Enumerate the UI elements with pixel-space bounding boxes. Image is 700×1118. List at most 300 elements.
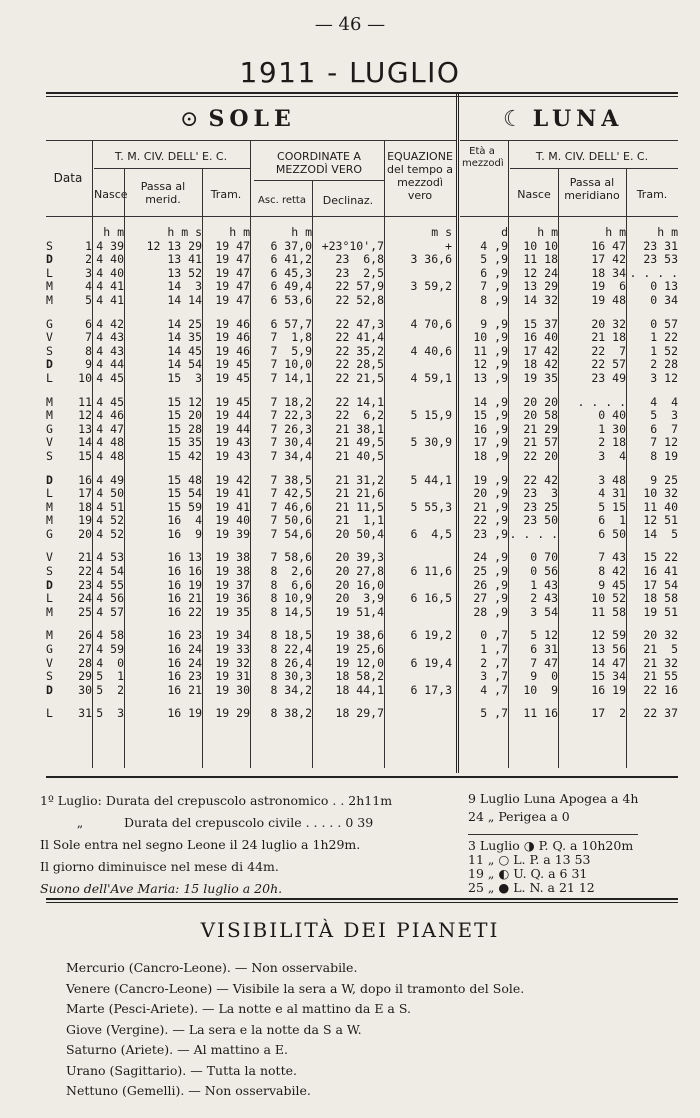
moonset-cell: 12 51 [643,513,678,528]
weekday-cell: D [46,577,53,592]
moonrise-cell: 16 40 [523,330,558,345]
transit-cell: 16 4 [167,513,202,528]
decl-cell: 20 3,9 [335,591,384,606]
sunrise-cell: 4 45 [96,394,124,409]
sun-header-top-line [46,140,456,141]
transit-cell: 16 9 [167,526,202,541]
sun-row [46,372,452,386]
sunset-cell: 19 41 [215,499,250,514]
sunrise-cell: 4 41 [96,279,124,294]
sun-row [46,514,452,528]
transit-cell: 16 24 [167,655,202,670]
moonset-cell: 0 34 [650,292,678,307]
eq-cell: 5 44,1 [410,472,452,487]
transit-cell: 14 25 [167,316,202,331]
sun-row [46,386,452,410]
moon-tmciv-underline [510,168,678,169]
moon-perigee: 24 „ Perigea a 0 [468,809,570,824]
coord-underline [254,180,384,181]
eq-cell [384,670,452,684]
decl-cell: +23°10',7 [321,238,384,253]
decl-cell: 21 40,5 [335,448,384,463]
header-eq: EQUAZIONE del tempo a mezzodì vero [386,150,454,202]
transit-cell: 15 48 [167,472,202,487]
transit-cell: 14 35 [167,330,202,345]
sunset-cell: 19 47 [215,292,250,307]
transit-cell: 14 54 [167,357,202,372]
ra-cell: 7 50,6 [270,513,312,528]
day-cell: 7 [85,330,92,345]
decl-cell: 22 6,2 [335,408,384,423]
moonset-cell: 3 12 [650,370,678,385]
sunset-cell: 19 43 [215,435,250,450]
decl-cell: 21 38,1 [335,421,384,436]
moonrise-cell: 5 12 [530,628,558,643]
moon-row [470,528,678,542]
moon-transit-cell: 20 32 [591,316,626,331]
header-sun-tram: Tram. [210,188,242,201]
planet-item: Saturno (Ariete). — Al mattino a E. [66,1042,289,1057]
phase-line: 19 „ ◐ U. Q. a 6 31 [468,866,588,881]
sunset-cell: 19 33 [215,642,250,657]
decl-cell: 22 57,9 [335,279,384,294]
moonrise-cell: 12 24 [523,265,558,280]
eq-cell: 3 36,6 [410,252,452,267]
moonrise-cell: 14 32 [523,292,558,307]
day-cell: 16 [78,472,92,487]
weekday-cell: V [46,435,53,450]
eq-cell [384,423,452,437]
moonrise-cell: 9 0 [530,669,558,684]
transit-cell: 13 41 [167,252,202,267]
sun-row [46,697,452,721]
eq-cell: 6 16,5 [410,591,452,606]
eq-cell [384,697,452,721]
sunset-cell: 19 46 [215,316,250,331]
moonset-cell: 22 37 [643,706,678,721]
moon-transit-cell: 5 15 [598,499,626,514]
day-cell: 6 [85,316,92,331]
ra-cell: 6 49,4 [270,279,312,294]
moon-title: LUNA [532,106,624,132]
header-sun-tmciv: T. M. CIV. DELL' E. C. [114,150,228,163]
ra-cell: 7 22,3 [270,408,312,423]
sunrise-cell: 5 1 [96,669,124,684]
decl-cell: 21 49,5 [335,435,384,450]
age-cell: 28 ,9 [473,604,508,619]
ra-cell: 8 2,6 [270,564,312,579]
age-cell: 3 ,7 [480,669,508,684]
sunset-cell: 19 44 [215,421,250,436]
eq-cell: 6 19,2 [410,628,452,643]
moon-row [470,253,678,267]
moon-row [470,643,678,657]
eq-cell [384,358,452,372]
twilight-astronomical [40,790,392,812]
transit-cell: 16 21 [167,591,202,606]
moon-row [470,308,678,332]
day-cell: 15 [78,448,92,463]
moon-section-title [503,106,623,132]
decl-cell: 23 2,5 [335,265,384,280]
ra-cell: 6 41,2 [270,252,312,267]
eq-cell [384,294,452,308]
moon-notes [468,790,638,895]
sun-header-bottom-line [46,216,456,217]
moonrise-cell: 22 42 [523,472,558,487]
day-cell: 1 [85,238,92,253]
moon-row [470,409,678,423]
header-moon-tmciv: T. M. CIV. DELL' E. C. [535,150,649,163]
weekday-cell: S [46,238,53,253]
transit-cell: 16 23 [167,628,202,643]
transit-cell: 13 52 [167,265,202,280]
sun-table [46,226,452,721]
transit-cell: 16 16 [167,564,202,579]
sun-row [46,541,452,565]
age-cell: 4 ,7 [480,682,508,697]
moonset-cell: 21 5 [643,642,678,657]
sunrise-cell: 4 48 [96,435,124,450]
moon-row [470,619,678,643]
transit-cell: 15 3 [167,370,202,385]
moon-transit-cell: 2 18 [598,435,626,450]
planet-item: Urano (Sagittario). — Tutta la notte. [66,1062,297,1078]
sunset-cell: 19 31 [215,669,250,684]
weekday-cell: D [46,682,53,697]
ra-cell: 8 6,6 [270,577,312,592]
day-cell: 14 [78,435,92,450]
moon-row [470,423,678,437]
day-cell: 22 [78,564,92,579]
ra-cell: 7 1,8 [270,330,312,345]
weekday-cell: V [46,330,53,345]
sun-row [46,670,452,684]
sunrise-cell: 5 3 [96,706,124,721]
header-eta: Età a mezzodì [462,146,504,169]
planets-title: VISIBILITÀ DEI PIANETI [200,918,500,942]
weekday-cell: L [46,706,53,721]
transit-cell: 15 12 [167,394,202,409]
day-cell: 18 [78,499,92,514]
unit-cell: h m [103,225,124,239]
ra-cell: 6 37,0 [270,238,312,253]
moon-row [470,358,678,372]
transit-cell: 15 20 [167,408,202,423]
sun-moon-separator [456,93,459,773]
moonset-cell: 8 19 [650,448,678,463]
eq-cell [384,541,452,565]
sunset-cell: 19 46 [215,343,250,358]
age-cell: 26 ,9 [473,577,508,592]
ra-cell: 7 54,6 [270,526,312,541]
decl-cell: 20 50,4 [335,526,384,541]
moon-row [470,606,678,620]
eq-cell: 4 59,1 [410,370,452,385]
transit-cell: 14 14 [167,292,202,307]
moon-table [470,226,678,721]
moon-transit-cell: 22 57 [591,357,626,372]
moonrise-cell: 23 25 [523,499,558,514]
header-coord: COORDINATE A MEZZODÌ VERO [275,150,363,176]
moonrise-cell: 11 16 [523,706,558,721]
sun-row [46,240,452,254]
moon-row [470,657,678,671]
sun-row [46,619,452,643]
sunset-cell: 19 42 [215,472,250,487]
ra-cell: 7 10,0 [270,357,312,372]
header-asc: Asc. retta [258,195,306,206]
sun-row [46,501,452,515]
sunrise-cell: 4 0 [96,655,124,670]
decl-cell: 23 6,8 [335,252,384,267]
ra-cell: 6 53,6 [270,292,312,307]
decl-cell: 22 14,1 [335,394,384,409]
moon-row [470,436,678,450]
day-cell: 10 [78,370,92,385]
moonset-cell: 9 25 [650,472,678,487]
moon-row [470,579,678,593]
sunrise-cell: 4 39 [96,238,124,253]
moonset-cell: 0 13 [650,279,678,294]
weekday-cell: S [46,669,53,684]
moon-phases [468,834,638,895]
sunset-cell: 19 39 [215,526,250,541]
sun-row [46,464,452,488]
unit-cell: h m [291,225,312,239]
decl-cell: 22 28,5 [335,357,384,372]
weekday-cell: L [46,591,53,606]
day-cell: 29 [78,669,92,684]
moon-transit-cell: 12 59 [591,628,626,643]
header-sun-nasce: Nasce [94,188,128,201]
sunrise-cell: 4 58 [96,628,124,643]
unit-cell: h m s [167,225,202,239]
planet-item: Venere (Cancro-Leone) — Visibile la sera a W, dopo il tramonto del Sole. [66,980,525,996]
unit-cell [64,226,92,240]
decl-cell: 19 51,4 [335,604,384,619]
sunrise-cell: 4 54 [96,564,124,579]
sun-row [46,579,452,593]
sun-row [46,345,452,359]
twilight-civil [40,812,392,834]
moonrise-cell: 19 35 [523,370,558,385]
decl-cell: 21 31,2 [335,472,384,487]
transit-cell: 15 42 [167,448,202,463]
day-cell: 24 [78,591,92,606]
eq-cell: 6 4,5 [410,526,452,541]
moon-transit-cell: 16 19 [591,682,626,697]
day-decrease: Il giorno diminuisce nel mese di 44m. [40,859,279,874]
transit-cell: 16 13 [167,550,202,565]
sun-row [46,331,452,345]
ra-cell: 6 45,3 [270,265,312,280]
decl-cell: 21 11,5 [335,499,384,514]
sunset-cell: 19 44 [215,408,250,423]
day-cell: 26 [78,628,92,643]
moonset-cell: . . . . [629,265,678,280]
decl-cell: 19 25,6 [335,642,384,657]
moon-transit-cell: 1 30 [598,421,626,436]
moonrise-cell: 20 20 [523,394,558,409]
sun-row [46,565,452,579]
ra-cell: 8 38,2 [270,706,312,721]
moonset-cell: 11 40 [643,499,678,514]
moon-header-bottom-line [460,216,678,217]
sunrise-cell: 4 40 [96,265,124,280]
transit-cell: 15 28 [167,421,202,436]
moon-row [470,280,678,294]
transit-cell: 15 59 [167,499,202,514]
eq-cell: 6 19,4 [410,655,452,670]
moonset-cell: 20 32 [643,628,678,643]
day-cell: 2 [85,252,92,267]
moon-transit-cell: 16 47 [591,238,626,253]
eq-cell: 5 55,3 [410,499,452,514]
decl-cell: 22 47,3 [335,316,384,331]
moonset-cell: 4 4 [650,394,678,409]
age-cell: 4 ,9 [480,238,508,253]
decl-cell: 22 52,8 [335,292,384,307]
ra-cell: 6 57,7 [270,316,312,331]
weekday-cell: V [46,655,53,670]
sun-icon: ⊙ [180,107,199,132]
sunrise-cell: 4 59 [96,642,124,657]
moon-row [470,592,678,606]
sunrise-cell: 4 40 [96,252,124,267]
eq-cell: 4 70,6 [410,316,452,331]
unit-cell: m s [431,225,452,239]
sunset-cell: 19 29 [215,706,250,721]
decl-cell: 20 27,8 [335,564,384,579]
moonrise-cell: 0 70 [530,550,558,565]
moon-transit-cell: 21 18 [591,330,626,345]
moonset-cell: 5 3 [650,408,678,423]
weekday-cell: G [46,316,53,331]
page-title: 1911 - LUGLIO [239,56,461,89]
unit-cell: h m [605,225,626,239]
unit-cell [46,226,64,240]
sun-row [46,606,452,620]
moon-units-row [470,226,678,240]
moon-row [470,240,678,254]
weekday-cell: S [46,448,53,463]
moonrise-cell: 22 20 [523,448,558,463]
transit-cell: 16 22 [167,604,202,619]
moonrise-cell: 1 43 [530,577,558,592]
decl-cell: 18 58,2 [335,669,384,684]
moon-row [470,541,678,565]
header-moon-nasce: Nasce [517,188,551,201]
eq-cell [384,450,452,464]
sun-row [46,253,452,267]
eq-cell [384,643,452,657]
moon-transit-cell: 11 58 [591,604,626,619]
age-cell: 15 ,9 [473,408,508,423]
transit-cell: 14 45 [167,343,202,358]
eq-cell: 5 15,9 [410,408,452,423]
sunset-cell: 19 47 [215,252,250,267]
decl-cell: 20 39,3 [335,550,384,565]
table-bottom-rule [46,776,678,778]
moonrise-cell: 13 29 [523,279,558,294]
sunset-cell: 19 46 [215,330,250,345]
sunrise-cell: 5 2 [96,682,124,697]
sun-row [46,358,452,372]
moonrise-cell: 2 43 [530,591,558,606]
sunset-cell: 19 47 [215,279,250,294]
eq-cell: 6 11,6 [410,564,452,579]
sun-row [46,450,452,464]
sunrise-cell: 4 44 [96,357,124,372]
weekday-cell: D [46,357,53,372]
sunset-cell: 19 37 [215,577,250,592]
age-cell: 5 ,7 [480,706,508,721]
eq-cell: 3 59,2 [410,279,452,294]
decl-cell: 22 21,5 [335,370,384,385]
moonrise-cell: 21 29 [523,421,558,436]
ra-cell: 8 30,3 [270,669,312,684]
sunrise-cell: 4 48 [96,448,124,463]
transit-cell: 16 19 [167,577,202,592]
sunset-cell: 19 43 [215,448,250,463]
top-rule-thin [46,96,678,97]
day-cell: 17 [78,486,92,501]
moon-transit-cell: 17 2 [591,706,626,721]
age-cell: 16 ,9 [473,421,508,436]
moon-row [470,450,678,464]
weekday-cell: G [46,421,53,436]
sunrise-cell: 4 55 [96,577,124,592]
moon-transit-cell: 19 6 [591,279,626,294]
eq-cell: 5 30,9 [410,435,452,450]
moonset-cell: 19 51 [643,604,678,619]
moon-transit-cell: 15 34 [591,669,626,684]
age-cell: 1 ,7 [480,642,508,657]
moon-transit-cell: 6 50 [598,526,626,541]
moonset-cell: 10 32 [643,486,678,501]
sunrise-cell: 4 52 [96,526,124,541]
transit-cell: 15 54 [167,486,202,501]
sunrise-cell: 4 52 [96,513,124,528]
age-cell: 0 ,7 [480,628,508,643]
moonset-cell: 0 57 [650,316,678,331]
moon-apogee: 9 Luglio Luna Apogea a 4h [468,791,639,806]
planet-item: Marte (Pesci-Ariete). — La notte e al mattino da E a S. [66,1001,411,1016]
ra-cell: 7 18,2 [270,394,312,409]
age-cell: 20 ,9 [473,486,508,501]
moonrise-cell: . . . . [509,526,558,541]
moonset-cell: 16 41 [643,564,678,579]
moonset-cell: 1 22 [650,330,678,345]
transit-cell: 16 24 [167,642,202,657]
day-cell: 30 [78,682,92,697]
ra-cell: 8 14,5 [270,604,312,619]
sun-notes [40,790,392,900]
planet-item: Giove (Vergine). — La sera e la notte da S a W. [66,1021,362,1037]
day-cell: 11 [78,394,92,409]
sun-row [46,436,452,450]
ra-cell: 7 58,6 [270,550,312,565]
sun-row [46,592,452,606]
moon-transit-cell: 6 1 [598,513,626,528]
weekday-cell: M [46,628,53,643]
note-text: Durata del crepuscolo astronomico . . [105,793,345,808]
moonset-cell: 21 32 [643,655,678,670]
age-cell: 25 ,9 [473,564,508,579]
day-cell: 27 [78,642,92,657]
note-value: 2h11m [348,793,393,808]
